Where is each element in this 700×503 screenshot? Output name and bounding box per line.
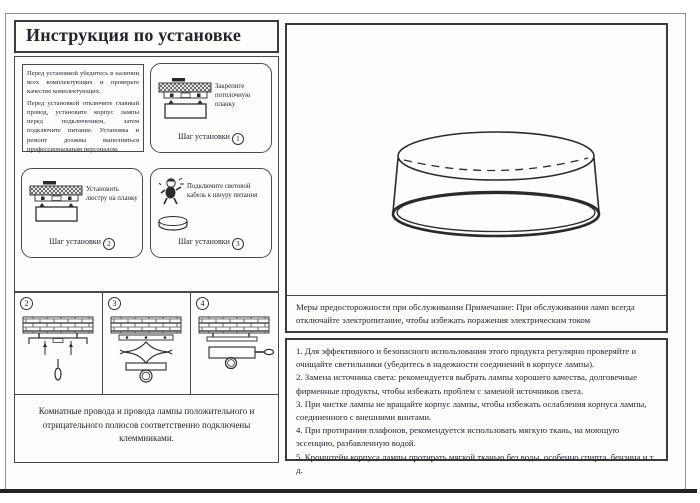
step-caption: Установить люстру на планку [86,186,138,203]
care-instructions-list [285,338,668,475]
wiring-note: Комнатные провода и провода лампы положительного и отрицательного полюсов соответственно подключены клеммниками. [14,394,279,463]
panel-number-badge: 3 [108,297,121,310]
lamp-overview-section [285,23,668,333]
title-box [14,20,279,53]
ceiling-plate-diagram [157,78,215,122]
step-label-text: Шаг установки [178,237,230,246]
wiring-panel-2 [15,293,103,394]
electrician-cartoon-icon [159,177,185,207]
step-card-3 [150,168,272,258]
installation-steps-section [14,56,279,292]
intro-note [22,64,144,152]
page-bottom-edge [0,489,697,493]
panel-number-badge: 4 [196,297,209,310]
step-caption: Закрепите потолочную планку [215,83,251,109]
tiny-label [43,181,56,185]
care-item-5: 5. Кронштейн корпуса лампы протирать мягкой тканью без воды, особенно спирта, бензина и т. д. [296,451,656,475]
care-item-4: 4. При протирании плафонов, рекомендуется использовать мягкую ткань, на моющую эссенцию, разбавленную водой. [296,425,620,449]
wiring-panels-section [14,292,279,395]
intro-paragraph-1: Перед установкой убедитесь в наличии всех комплектующих и проверьте качество комплектующих. [27,70,139,96]
wiring-panel-3 [103,293,191,394]
care-item-3: 3. При чистке лампы не вращайте корпус лампы, чтобы избежать ослабления корпуса лампы, соединенного с внешними винтами. [296,398,647,422]
care-item-1: 1. Для эффективного и безопасного использования этого продукта регулярно проверяйте и очищайте светильники (убедитесь в надежности соединений в корпусе лампы). [296,346,637,370]
step-number-badge: 3 [232,238,244,250]
step-number-badge: 1 [232,133,244,145]
panel-number-badge: 2 [20,297,33,310]
drum-lamp-drawing [380,118,612,250]
step-label [22,237,142,250]
step-card-2 [21,168,143,258]
step-caption: Подключите световой кабель к шнуру питания [187,183,258,200]
step-label [151,237,271,250]
step-card-1 [150,63,272,153]
intro-paragraph-2: Перед установкой отключите главный провод, установите корпус лампы перед подключением, затем подключите питание. Установка и ремонт должны выполняться профессиональным персоналом. [27,99,139,153]
care-item-2: 2. Замена источника света: рекомендуется выбрать лампы хорошего качества, долговечные фирменные продукты, чтобы избежать проблем с заменой источников света. [296,372,637,396]
step-number-badge: 2 [103,238,115,250]
step-label [151,132,271,145]
tiny-label [172,78,185,82]
step-label-text: Шаг установки [49,237,101,246]
hanging-wires-diagram [15,315,102,387]
page-title: Инструкция по установке [26,25,242,45]
crossed-wires-diagram [103,315,190,387]
ceiling-plate-diagram [28,181,86,225]
maintenance-notice: Меры предосторожности при обслуживании Примечание: При обслуживании ламп всегда отключайте электропитание, чтобы избежать поражения электрическим током [287,295,666,331]
lamp-drum-icon [156,215,190,233]
step-label-text: Шаг установки [178,132,230,141]
wiring-panel-4 [191,293,278,394]
screwdriver-mount-diagram [191,315,278,387]
